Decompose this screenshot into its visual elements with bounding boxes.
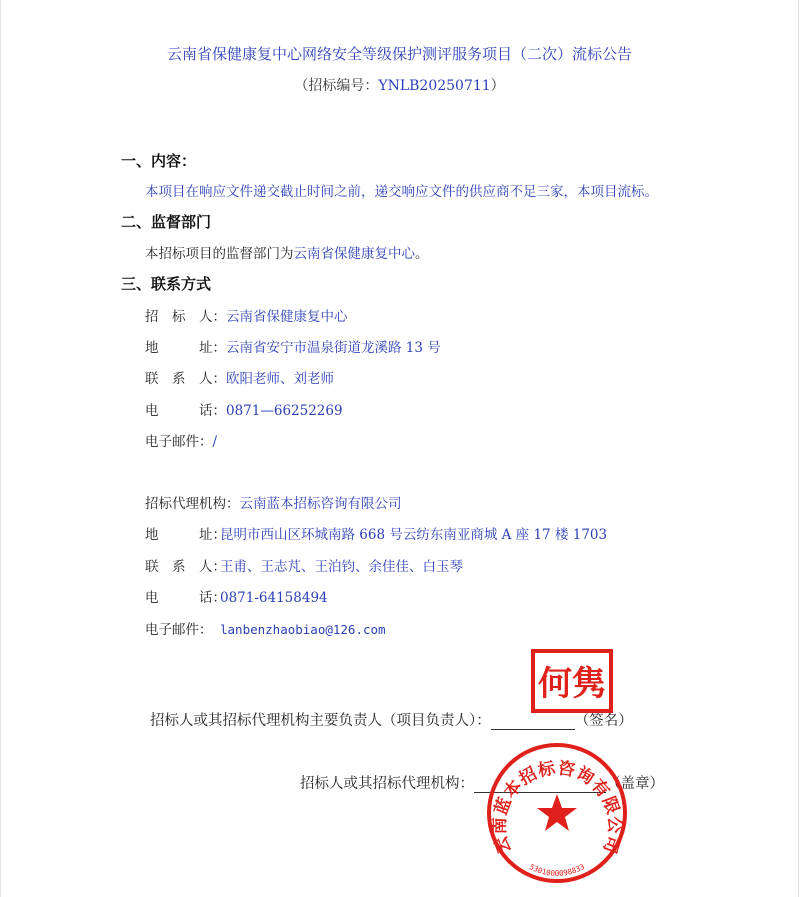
subtitle-prefix: （招标编号： — [294, 78, 379, 94]
section2-body-prefix: 本招标项目的监督部门为 — [145, 246, 294, 262]
agency-value: 云南蓝本招标咨询有限公司 — [239, 496, 402, 512]
tenderer-email-row — [145, 430, 217, 450]
agency-contact-value: 王甫、王志芃、王泊钧、余佳佳、白玉琴 — [220, 559, 463, 575]
seal-number-text: 5301000098833 — [527, 862, 587, 878]
agency-email-row — [145, 618, 386, 638]
tenderer-value: 云南省保健康复中心 — [226, 309, 348, 325]
seal-star-icon — [537, 794, 577, 831]
signature-label: 招标人或其招标代理机构主要负责人（项目负责人）： — [150, 713, 491, 729]
company-seal — [484, 740, 630, 886]
section2-heading: 二、监督部门 — [121, 213, 212, 231]
agency-address-row — [145, 523, 607, 543]
agency-phone-label: 电 话： — [145, 590, 226, 606]
seal-label: 招标人或其招标代理机构： — [300, 776, 474, 792]
phone-label: 电 话： — [145, 403, 226, 419]
tenderer-label: 招 标 人： — [145, 309, 226, 325]
signature-suffix: （签名） — [574, 713, 633, 729]
phone-value: 0871—66252269 — [226, 403, 343, 419]
tenderer-row — [145, 305, 348, 325]
section1-heading: 一、内容： — [121, 152, 197, 170]
stamp-text: 何隽 — [538, 664, 606, 704]
document-title: 云南省保健康复中心网络安全等级保护测评服务项目（二次）流标公告 — [166, 45, 632, 63]
agency-address-label: 地 址： — [145, 527, 226, 543]
contact-value: 欧阳老师、刘老师 — [226, 371, 334, 387]
seal-suffix: （盖章） — [606, 776, 664, 792]
section2-body — [145, 242, 429, 262]
contact-label: 联 系 人： — [145, 371, 226, 387]
email-value: / — [212, 434, 218, 450]
section1-body: 本项目在响应文件递交截止时间之前，递交响应文件的供应商不足三家，本项目流标。 — [145, 184, 658, 200]
tenderer-contact-row — [145, 367, 334, 387]
agency-row — [145, 492, 402, 512]
agency-phone-row — [145, 586, 328, 606]
agency-contact-row — [145, 555, 463, 575]
agency-email-value: lanbenzhaobiao@126.com — [220, 622, 386, 637]
section2-body-suffix: 。 — [415, 246, 429, 262]
agency-phone-value: 0871-64158494 — [220, 590, 328, 606]
email-label: 电子邮件： — [145, 434, 213, 450]
section2-body-org: 云南省保健康复中心 — [293, 246, 415, 262]
address-value: 云南省安宁市温泉街道龙溪路 13 号 — [226, 340, 441, 356]
address-label: 地 址： — [145, 340, 226, 356]
agency-email-label: 电子邮件： — [145, 622, 213, 638]
document-subtitle — [0, 75, 799, 95]
agency-label: 招标代理机构： — [145, 496, 240, 512]
section3-heading: 三、联系方式 — [121, 275, 212, 293]
agency-contact-label: 联 系 人： — [145, 559, 226, 575]
agency-address-value: 昆明市西山区环城南路 668 号云纺东南亚商城 A 座 17 楼 1703 — [220, 527, 608, 543]
signature-stamp — [530, 648, 614, 714]
seal-company-text: 云南蓝本招标咨询有限公司 — [489, 758, 625, 857]
tenderer-phone-row — [145, 399, 343, 419]
tenderer-address-row — [145, 336, 441, 356]
subtitle-suffix: ） — [490, 78, 505, 94]
tender-code: YNLB20250711 — [378, 78, 491, 94]
